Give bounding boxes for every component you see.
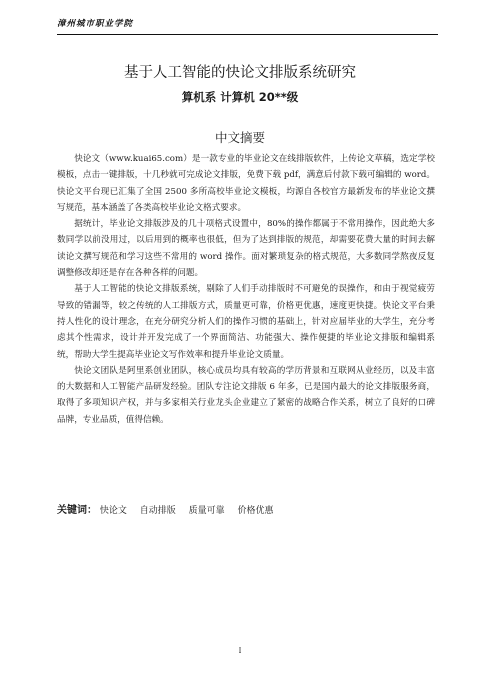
document-title: 基于人工智能的快论文排版系统研究 [124,65,356,81]
abstract-paragraph: 据统计，毕业论文排版涉及的几十项格式设置中，80%的操作都属于不常用操作，因此绝大多数同学以前没用过，以后用到的概率也很低，但为了达到排版的规范，却需要花费大量的时间去解读论文撰写规范和学习这些不常用的 word 操作。面对繁琐复杂的格式规范，大多数同学熬夜反复调整修改却还是存在各种各样的问题。 [57,219,435,279]
keyword: 自动排版 [139,506,176,516]
keyword: 质量可靠 [188,506,225,516]
document-subtitle: 算机系 计算机 20**级 [181,90,299,104]
page-header [57,16,438,35]
keywords-label: 关键词： [57,505,97,516]
keyword: 价格优惠 [237,506,274,516]
abstract-paragraph: 快论文团队是阿里系创业团队，核心成员均具有较高的学历背景和互联网从业经历，以及丰富的大数据和人工智能产品研发经验。团队专注论文排版 6 年多，已是国内最大的论文排版服务商，取得了多项知识产权，并与多家相关行业龙头企业建立了紧密的战略合作关系，树立了良好的口碑品牌，专业品质，值得信赖。 [57,365,435,425]
abstract-paragraph: 基于人工智能的快论文排版系统，剔除了人们手动排版时不可避免的误操作，和由于视觉疲劳导致的错漏等，较之传统的人工排版方式，质量更可靠，价格更优惠，速度更快捷。快论文平台秉持人性化的设计理念，在充分研究分析人们的操作习惯的基础上，针对应届毕业的大学生，充分考虑其个性需求，设计并开发完成了一个界面简洁、功能强大、操作便捷的毕业论文排版和编辑系统，帮助大学生提高毕业论文写作效率和提升毕业论文质量。 [57,284,435,360]
header-school-name: 漳州城市职业学院 [57,19,134,29]
abstract-heading: 中文摘要 [214,130,265,145]
abstract-paragraph: 快论文（www.kuai65.com）是一款专业的毕业论文在线排版软件，上传论文草稿，选定学校模板，点击一键排版，十几秒就可完成论文排版，免费下载 pdf，满意后付款下载可编辑的 word。快论文平台现已汇集了全国 2500 多所高校毕业论文模板，均源自各校官方最新发布的毕业论文撰写规范，基本涵盖了各类高校毕业论文格式要求。 [57,154,435,213]
page-number: I [238,647,242,655]
keyword: 快论文 [99,506,127,516]
keywords-line [57,503,435,519]
abstract-body [57,151,435,428]
